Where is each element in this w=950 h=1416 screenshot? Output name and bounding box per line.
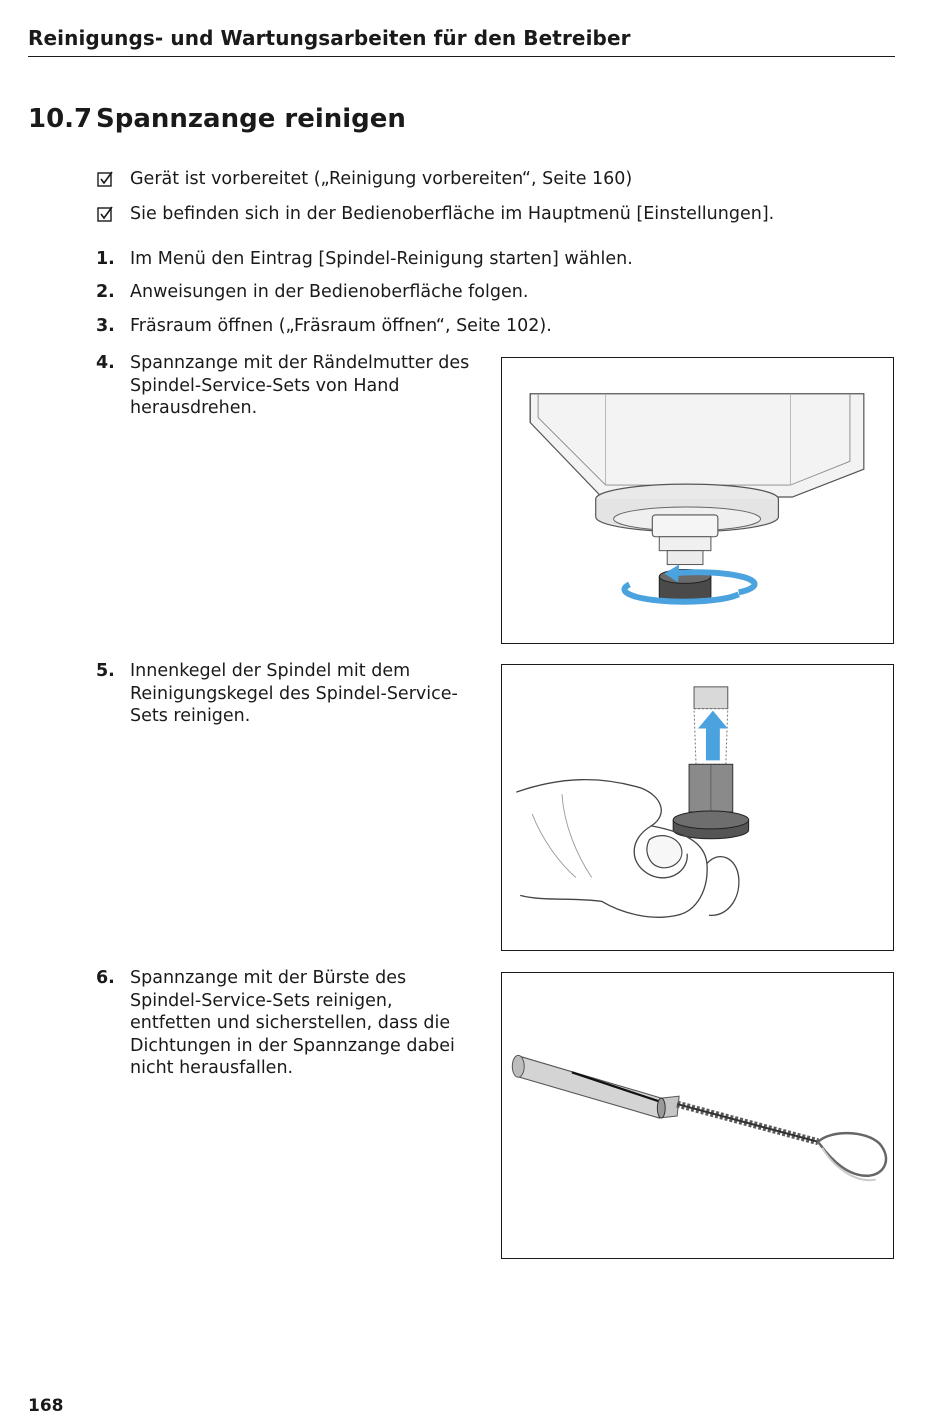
step-text: Spannzange mit der Rändelmutter des Spindel-Service-Sets von Hand herausdrehen. (130, 353, 470, 418)
step-number: 1. (96, 249, 115, 269)
section-title (28, 104, 406, 134)
step-number: 3. (96, 316, 115, 336)
section-number: 10.7 (28, 104, 93, 134)
step-text: Anweisungen in der Bedienoberfläche folgen. (130, 282, 529, 302)
step-text: Im Menü den Eintrag [Spindel-Reinigung starten] wählen. (130, 249, 633, 269)
step-number: 6. (96, 968, 115, 988)
step-text: Innenkegel der Spindel mit dem Reinigungskegel des Spindel-Service-Sets reinigen. (130, 661, 458, 726)
page-number: 168 (28, 1396, 64, 1416)
running-header: Reinigungs- und Wartungsarbeiten für den Betreiber (28, 26, 895, 57)
prerequisite-text: Sie befinden sich in der Bedienoberfläche im Hauptmenü [Einstellungen]. (130, 204, 775, 224)
figure-clean-inner-cone (501, 664, 894, 951)
figure-brush-collet (501, 972, 894, 1259)
figure-unscrew-collet (501, 357, 894, 644)
step-number: 5. (96, 661, 115, 681)
section-title-text: Spannzange reinigen (96, 104, 406, 134)
step-text: Spannzange mit der Bürste des Spindel-Service-Sets reinigen, entfetten und sicherstellen, dass die Dichtungen in der Spannzange dabei nicht herausfallen. (130, 968, 455, 1078)
step-text: Fräsraum öffnen („Fräsraum öffnen“, Seite 102). (130, 316, 552, 336)
step-number: 2. (96, 282, 115, 302)
prerequisite-text: Gerät ist vorbereitet („Reinigung vorbereiten“, Seite 160) (130, 169, 633, 189)
step-number: 4. (96, 353, 115, 373)
